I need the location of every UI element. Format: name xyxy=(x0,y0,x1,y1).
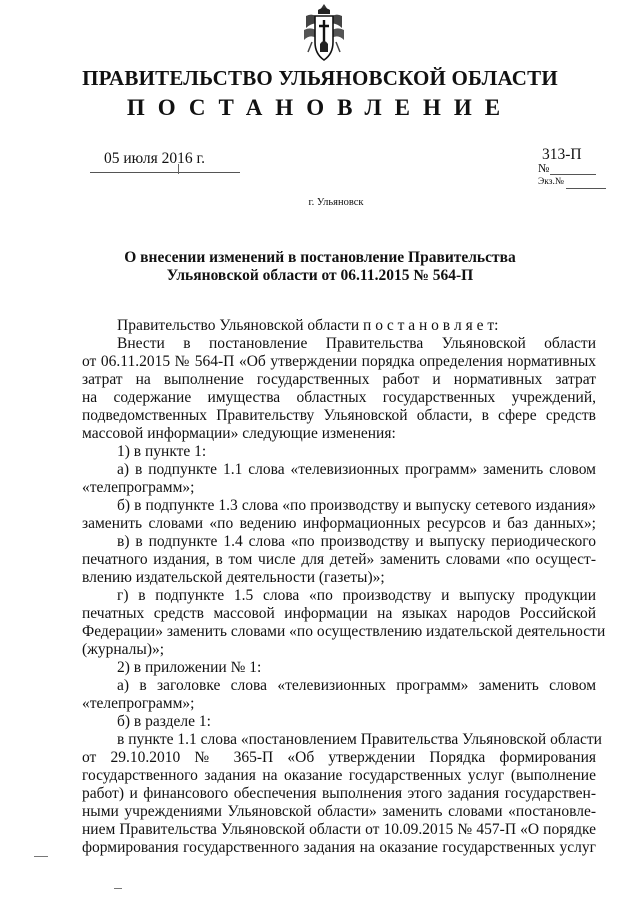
organization-title: ПРАВИТЕЛЬСТВО УЛЬЯНОВСКОЙ ОБЛАСТИ xyxy=(82,66,558,90)
body-line: в пункте 1.1 слова «постановлением Правительства Ульяновской области xyxy=(117,731,602,748)
body-line: печатных средств массовой информации на языках народов Российской xyxy=(82,605,596,622)
city-name: г. Ульяновск xyxy=(308,197,364,208)
copy-number-underline xyxy=(566,188,606,189)
body-line: ными учреждениями Ульяновской области» заменить словами «постановле- xyxy=(82,803,596,820)
document-type-heading: ПОСТАНОВЛЕНИЕ xyxy=(126,95,514,120)
body-line: влению издательской деятельности (газеты)»; xyxy=(82,569,385,586)
number-label: № xyxy=(538,161,550,175)
body-line: б) в разделе 1: xyxy=(117,713,211,730)
body-line: от 06.11.2015 № 564-П «Об утверждении порядка определения нормативных xyxy=(82,353,596,370)
document-number: 313-П xyxy=(542,146,582,163)
body-line: 2) в приложении № 1: xyxy=(117,659,262,676)
body-line: нием Правительства Ульяновской области от 10.09.2015 № 457-П «О порядке xyxy=(82,821,596,838)
body-line: Внести в постановление Правительства Ульяновской области xyxy=(117,335,596,352)
body-line: затрат на выполнение государственных работ и нормативных затрат xyxy=(82,371,596,388)
body-line: «телепрограмм»; xyxy=(82,695,195,712)
body-line: массовой информации» следующие изменения: xyxy=(82,425,396,442)
body-line: формирования государственного задания на оказание государственных услуг xyxy=(82,839,596,856)
subject-line-2: Ульяновской области от 06.11.2015 № 564-П xyxy=(166,267,474,284)
date-underline xyxy=(90,172,240,173)
body-line: государственного задания на оказание государственных услуг (выполнение xyxy=(82,767,596,784)
body-line: в) в подпункте 1.4 слова «по производству и выпуску периодического xyxy=(117,533,596,550)
margin-mark xyxy=(34,856,48,857)
coat-of-arms-icon xyxy=(302,2,346,64)
copy-number-label: Экз.№ xyxy=(538,177,564,187)
body-line: заменить словами «по ведению информационных ресурсов и баз данных»; xyxy=(82,515,596,532)
number-underline xyxy=(550,174,596,175)
body-line: 1) в пункте 1: xyxy=(117,443,207,460)
body-line: подведомственных Правительству Ульяновской области, в сфере средств xyxy=(82,407,596,424)
body-line: работ) и финансового обеспечения выполнения этого задания государствен- xyxy=(82,785,596,802)
body-line: «телепрограмм»; xyxy=(82,479,195,496)
margin-mark xyxy=(114,888,122,889)
body-line: а) в подпункте 1.1 слова «телевизионных программ» заменить словом xyxy=(117,461,596,478)
subject-line-1: О внесении изменений в постановление Правительства xyxy=(124,249,516,266)
date-tick-mark xyxy=(178,164,179,174)
body-line: г) в подпункте 1.5 слова «по производству и выпуску продукции xyxy=(117,587,596,604)
body-line: на содержание имущества областных государственных учреждений, xyxy=(82,389,596,406)
body-line: б) в подпункте 1.3 слова «по производству и выпуску сетевого издания» xyxy=(117,497,596,514)
body-line: Правительство Ульяновской области п о с т а н о в л я е т: xyxy=(117,317,499,334)
body-line: а) в заголовке слова «телевизионных программ» заменить словом xyxy=(117,677,596,694)
body-line: от 29.10.2010 № 365-П «Об утверждении Порядка формирования xyxy=(82,749,596,766)
body-line: печатного издания, в том числе для детей» заменить словами «по осущест- xyxy=(82,551,596,568)
document-date: 05 июля 2016 г. xyxy=(104,150,205,167)
body-line: Федерации» заменить словами «по осуществлению издательской деятельности xyxy=(82,623,606,640)
body-line: (журналы)»; xyxy=(82,641,165,658)
